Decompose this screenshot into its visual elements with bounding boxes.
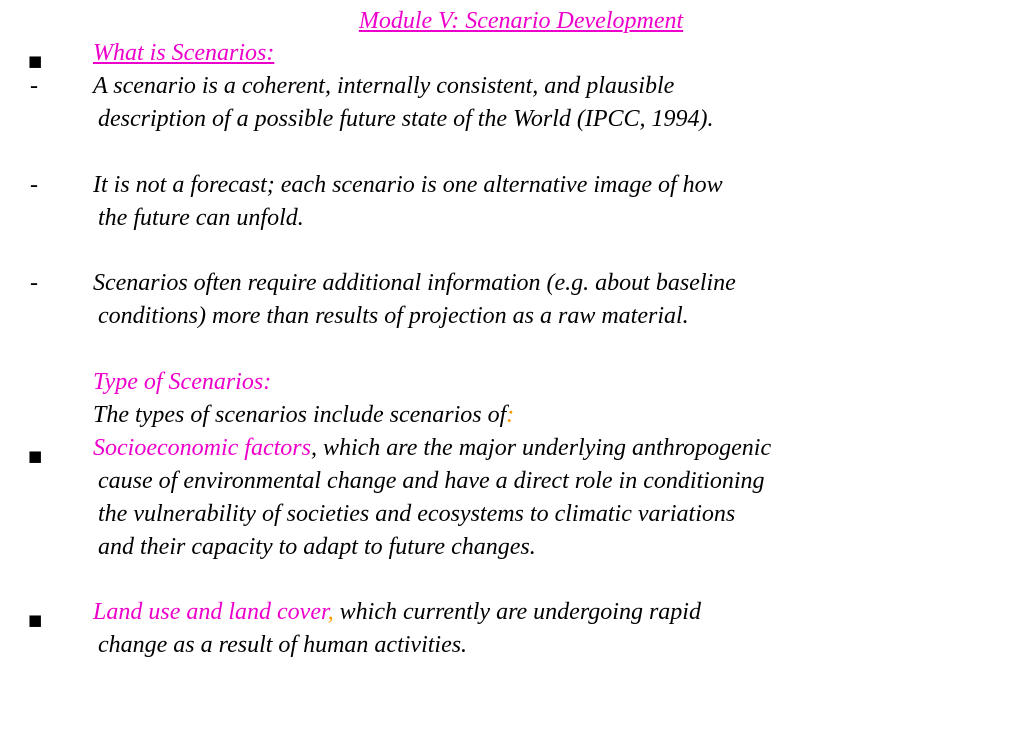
land-line2: change as a result of human activities. <box>98 632 468 658</box>
what-item-1-line2: description of a possible future state of the World (IPCC, 1994). <box>98 106 714 132</box>
dash-marker: - <box>30 73 38 99</box>
socio-term: Socioeconomic factors <box>93 435 311 461</box>
bullet-square-icon: ■ <box>28 611 43 629</box>
socio-line2: cause of environmental change and have a direct role in conditioning <box>98 468 765 494</box>
types-heading: Type of Scenarios: <box>93 369 272 395</box>
socio-line4: and their capacity to adapt to future changes. <box>98 534 536 560</box>
slide-title: Module V: Scenario Development <box>358 8 684 34</box>
types-intro-colon: : <box>506 402 515 428</box>
dash-marker: - <box>30 172 38 198</box>
what-item-2-line1: It is not a forecast; each scenario is one alternative image of how <box>93 172 723 198</box>
types-intro <box>93 400 514 430</box>
socio-rest: , which are the major underlying anthropogenic <box>310 435 772 461</box>
what-heading: What is Scenarios: <box>93 40 275 66</box>
bullet-square-icon: ■ <box>28 447 43 465</box>
types-intro-text: The types of scenarios include scenarios of <box>93 402 507 428</box>
what-item-3-line2: conditions) more than results of projection as a raw material. <box>98 303 689 329</box>
what-item-2-line2: the future can unfold. <box>98 205 304 231</box>
what-item-3-line1: Scenarios often require additional information (e.g. about baseline <box>93 270 736 296</box>
socio-line1 <box>93 433 771 463</box>
socio-line3: the vulnerability of societies and ecosystems to climatic variations <box>98 501 736 527</box>
land-rest: which currently are undergoing rapid <box>333 599 701 625</box>
what-item-1-line1: A scenario is a coherent, internally consistent, and plausible <box>93 73 675 99</box>
land-comma: , <box>327 599 334 625</box>
land-line1 <box>93 597 701 627</box>
bullet-square-icon: ■ <box>28 52 43 70</box>
land-term: Land use and land cover <box>93 599 328 625</box>
dash-marker: - <box>30 270 38 296</box>
